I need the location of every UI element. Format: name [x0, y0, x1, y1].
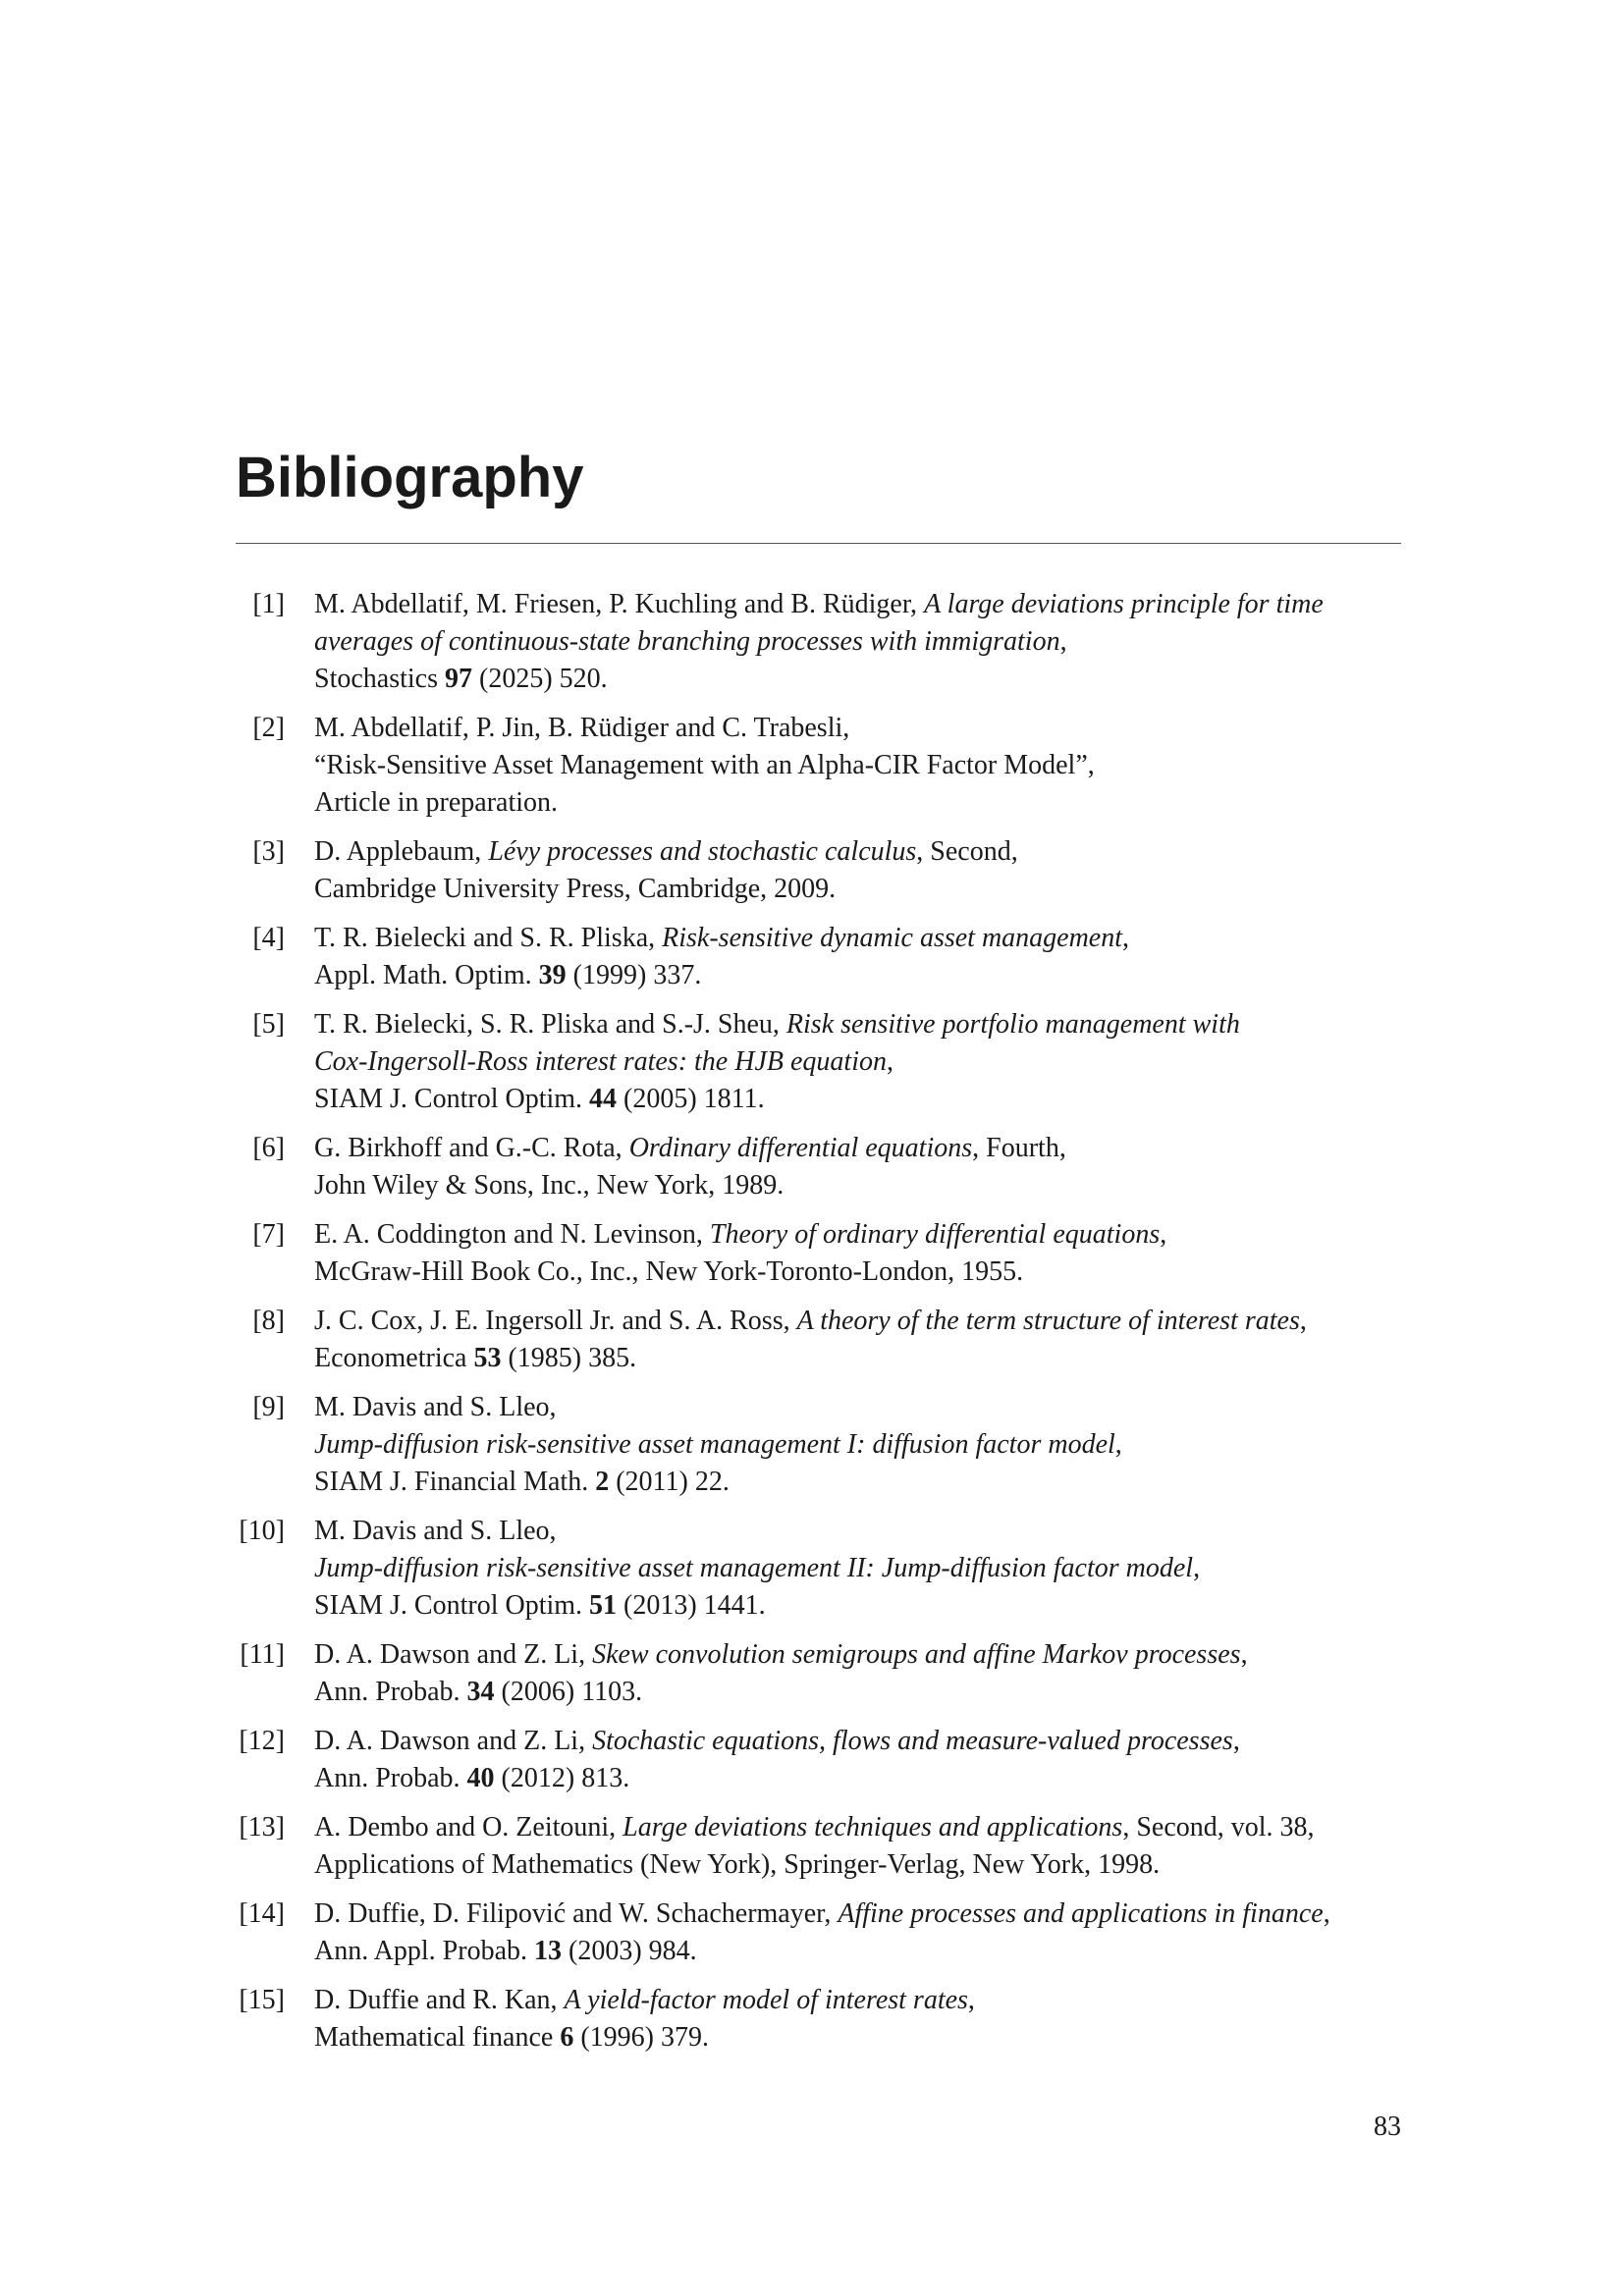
reference-item	[0, 1982, 1624, 2056]
reference-segment: , Fourth,	[972, 1133, 1066, 1163]
reference-segment: McGraw-Hill Book Co., Inc., New York-Toronto-London, 1955.	[314, 1256, 1024, 1287]
reference-line	[314, 1043, 1404, 1081]
reference-title-italic: Jump-diffusion risk-sensitive asset management II: Jump-diffusion factor model	[314, 1553, 1194, 1583]
reference-text	[314, 1130, 1404, 1204]
reference-line	[314, 747, 1404, 784]
reference-item	[0, 1809, 1624, 1884]
reference-text	[314, 1389, 1404, 1501]
reference-item	[0, 833, 1624, 908]
reference-item	[0, 586, 1624, 698]
reference-text	[314, 1303, 1404, 1377]
reference-number: [8]	[252, 1306, 285, 1336]
reference-segment: ,	[1114, 1429, 1122, 1460]
reference-number: [3]	[252, 836, 285, 867]
reference-title-italic: Affine processes and applications in finance	[838, 1898, 1324, 1929]
reference-text	[314, 586, 1404, 698]
reference-line	[314, 1636, 1404, 1674]
reference-segment: Econometrica	[314, 1343, 474, 1373]
reference-title-italic: Large deviations techniques and applications	[623, 1812, 1123, 1842]
reference-segment: M. Davis and S. Lleo,	[314, 1516, 557, 1546]
reference-number: [2]	[252, 713, 285, 743]
reference-segment: “Risk-Sensitive Asset Management with an Alpha-CIR Factor Model”,	[314, 750, 1095, 780]
reference-title-italic: Theory of ordinary differential equations	[709, 1219, 1161, 1250]
reference-line	[314, 710, 1404, 747]
reference-segment: ,	[1122, 923, 1130, 953]
reference-segment: T. R. Bielecki and S. R. Pliska,	[314, 923, 663, 953]
reference-line	[314, 623, 1404, 661]
reference-number: [9]	[252, 1392, 285, 1422]
reference-item	[0, 1130, 1624, 1204]
reference-number: [15]	[239, 1985, 285, 2015]
reference-item	[0, 1896, 1624, 1970]
reference-title-italic: Risk-sensitive dynamic asset management	[662, 923, 1123, 953]
page-number: 83	[1374, 2111, 1401, 2142]
reference-segment: (1985) 385.	[501, 1343, 637, 1373]
reference-segment: D. Duffie and R. Kan,	[314, 1985, 565, 2015]
reference-segment: (2025) 520.	[472, 664, 608, 694]
reference-segment: M. Abdellatif, P. Jin, B. Rüdiger and C. Trabesli,	[314, 713, 850, 743]
reference-line	[314, 1216, 1404, 1254]
reference-segment: D. A. Dawson and Z. Li,	[314, 1639, 593, 1670]
reference-line	[314, 1723, 1404, 1760]
reference-segment: D. Applebaum,	[314, 836, 489, 867]
reference-volume-bold: 44	[589, 1084, 618, 1114]
reference-item	[0, 1389, 1624, 1501]
reference-segment: (2006) 1103.	[494, 1677, 643, 1707]
reference-volume-bold: 2	[595, 1467, 610, 1497]
reference-item	[0, 1636, 1624, 1711]
reference-segment: , Second,	[916, 836, 1018, 867]
reference-volume-bold: 97	[445, 664, 472, 694]
reference-line	[314, 871, 1404, 908]
reference-segment: Article in preparation.	[314, 787, 559, 818]
reference-volume-bold: 40	[466, 1763, 495, 1793]
reference-title-italic: A large deviations principle for time	[924, 589, 1324, 619]
reference-line	[314, 1464, 1404, 1501]
title-divider	[236, 543, 1401, 544]
reference-line	[314, 1587, 1404, 1625]
reference-segment: (2005) 1811.	[617, 1084, 765, 1114]
reference-number: [7]	[252, 1219, 285, 1250]
reference-text	[314, 920, 1404, 994]
reference-segment: G. Birkhoff and G.-C. Rota,	[314, 1133, 629, 1163]
reference-volume-bold: 34	[466, 1677, 495, 1707]
reference-text	[314, 1723, 1404, 1797]
reference-title-italic: A theory of the term structure of interest rates	[796, 1306, 1300, 1336]
reference-line	[314, 1550, 1404, 1587]
reference-text	[314, 1809, 1404, 1884]
reference-segment: John Wiley & Sons, Inc., New York, 1989.	[314, 1170, 785, 1201]
reference-segment: (2013) 1441.	[617, 1590, 766, 1621]
reference-item	[0, 1216, 1624, 1291]
reference-segment: M. Davis and S. Lleo,	[314, 1392, 557, 1422]
reference-volume-bold: 53	[473, 1343, 502, 1373]
reference-segment: (1996) 379.	[573, 2022, 709, 2053]
reference-number: [5]	[252, 1009, 285, 1040]
reference-number: [6]	[252, 1133, 285, 1163]
reference-segment: (2003) 984.	[562, 1936, 697, 1966]
reference-segment: (1999) 337.	[566, 960, 702, 990]
reference-line	[314, 920, 1404, 957]
reference-line	[314, 1006, 1404, 1043]
reference-number: [10]	[239, 1516, 285, 1546]
reference-volume-bold: 13	[534, 1936, 562, 1966]
reference-item	[0, 1006, 1624, 1118]
reference-segment: E. A. Coddington and N. Levinson,	[314, 1219, 710, 1250]
reference-item	[0, 710, 1624, 822]
reference-segment: ,	[1059, 626, 1067, 657]
reference-segment: SIAM J. Financial Math.	[314, 1467, 596, 1497]
reference-line	[314, 1130, 1404, 1167]
reference-segment: D. Duffie, D. Filipović and W. Schachermayer,	[314, 1898, 839, 1929]
reference-line	[314, 1809, 1404, 1846]
reference-title-italic: Ordinary differential equations	[628, 1133, 973, 1163]
reference-line	[314, 1340, 1404, 1377]
reference-volume-bold: 39	[538, 960, 567, 990]
reference-segment: Ann. Probab.	[314, 1677, 467, 1707]
reference-segment: Cambridge University Press, Cambridge, 2009.	[314, 874, 837, 904]
reference-title-italic: Stochastic equations, flows and measure-valued processes	[592, 1726, 1233, 1756]
reference-segment: ,	[967, 1985, 975, 2015]
reference-text	[314, 1006, 1404, 1118]
reference-line	[314, 1303, 1404, 1340]
reference-segment: ,	[1240, 1639, 1248, 1670]
reference-line	[314, 957, 1404, 994]
reference-item	[0, 1723, 1624, 1797]
reference-line	[314, 1254, 1404, 1291]
reference-segment: ,	[1232, 1726, 1240, 1756]
reference-title-italic: Risk sensitive portfolio management with	[785, 1009, 1240, 1040]
reference-line	[314, 1389, 1404, 1426]
reference-line	[314, 1167, 1404, 1204]
reference-segment: (2012) 813.	[494, 1763, 630, 1793]
reference-title-italic: averages of continuous-state branching processes with immigration	[314, 626, 1060, 657]
reference-item	[0, 1303, 1624, 1377]
reference-item	[0, 920, 1624, 994]
reference-segment: SIAM J. Control Optim.	[314, 1084, 590, 1114]
reference-segment: ,	[1193, 1553, 1201, 1583]
reference-number: [12]	[239, 1726, 285, 1756]
reference-segment: Applications of Mathematics (New York), Springer-Verlag, New York, 1998.	[314, 1849, 1161, 1880]
reference-number: [11]	[240, 1639, 285, 1670]
reference-volume-bold: 51	[589, 1590, 618, 1621]
reference-segment: Mathematical finance	[314, 2022, 561, 2053]
reference-segment: ,	[1160, 1219, 1167, 1250]
reference-segment: SIAM J. Control Optim.	[314, 1590, 590, 1621]
reference-line	[314, 1760, 1404, 1797]
reference-text	[314, 1216, 1404, 1291]
reference-text	[314, 1636, 1404, 1711]
reference-text	[314, 1513, 1404, 1625]
reference-number: [1]	[252, 589, 285, 619]
reference-text	[314, 1896, 1404, 1970]
reference-title-italic: Cox-Ingersoll-Ross interest rates: the HJB equation	[314, 1046, 887, 1077]
reference-segment: Stochastics	[314, 664, 445, 694]
reference-segment: M. Abdellatif, M. Friesen, P. Kuchling and B. Rüdiger,	[314, 589, 925, 619]
reference-title-italic: A yield-factor model of interest rates	[564, 1985, 968, 2015]
reference-segment: ,	[886, 1046, 893, 1077]
reference-line	[314, 833, 1404, 871]
reference-segment: , Second, vol. 38,	[1122, 1812, 1315, 1842]
page-title: Bibliography	[236, 446, 584, 509]
reference-segment: ,	[1299, 1306, 1307, 1336]
reference-segment: J. C. Cox, J. E. Ingersoll Jr. and S. A. Ross,	[314, 1306, 797, 1336]
reference-segment: Ann. Probab.	[314, 1763, 467, 1793]
reference-segment: (2011) 22.	[609, 1467, 730, 1497]
reference-title-italic: Lévy processes and stochastic calculus	[488, 836, 917, 867]
reference-title-italic: Jump-diffusion risk-sensitive asset management I: diffusion factor model	[314, 1429, 1115, 1460]
reference-text	[314, 1982, 1404, 2056]
reference-line	[314, 1846, 1404, 1884]
reference-line	[314, 661, 1404, 698]
reference-text	[314, 833, 1404, 908]
reference-line	[314, 1933, 1404, 1970]
reference-title-italic: Skew convolution semigroups and affine Markov processes	[592, 1639, 1241, 1670]
reference-segment: T. R. Bielecki, S. R. Pliska and S.-J. Sheu,	[314, 1009, 786, 1040]
reference-number: [14]	[239, 1898, 285, 1929]
reference-segment: D. A. Dawson and Z. Li,	[314, 1726, 593, 1756]
reference-volume-bold: 6	[560, 2022, 574, 2053]
reference-segment: ,	[1323, 1898, 1330, 1929]
reference-segment: Appl. Math. Optim.	[314, 960, 539, 990]
reference-line	[314, 1982, 1404, 2019]
reference-list	[0, 586, 1624, 2068]
reference-line	[314, 586, 1404, 623]
reference-line	[314, 1426, 1404, 1464]
reference-item	[0, 1513, 1624, 1625]
reference-segment: Ann. Appl. Probab.	[314, 1936, 534, 1966]
reference-number: [4]	[252, 923, 285, 953]
reference-text	[314, 710, 1404, 822]
reference-line	[314, 1513, 1404, 1550]
reference-line	[314, 1081, 1404, 1118]
reference-segment: A. Dembo and O. Zeitouni,	[314, 1812, 623, 1842]
reference-line	[314, 2019, 1404, 2056]
reference-line	[314, 784, 1404, 822]
reference-line	[314, 1896, 1404, 1933]
reference-number: [13]	[239, 1812, 285, 1842]
reference-line	[314, 1674, 1404, 1711]
